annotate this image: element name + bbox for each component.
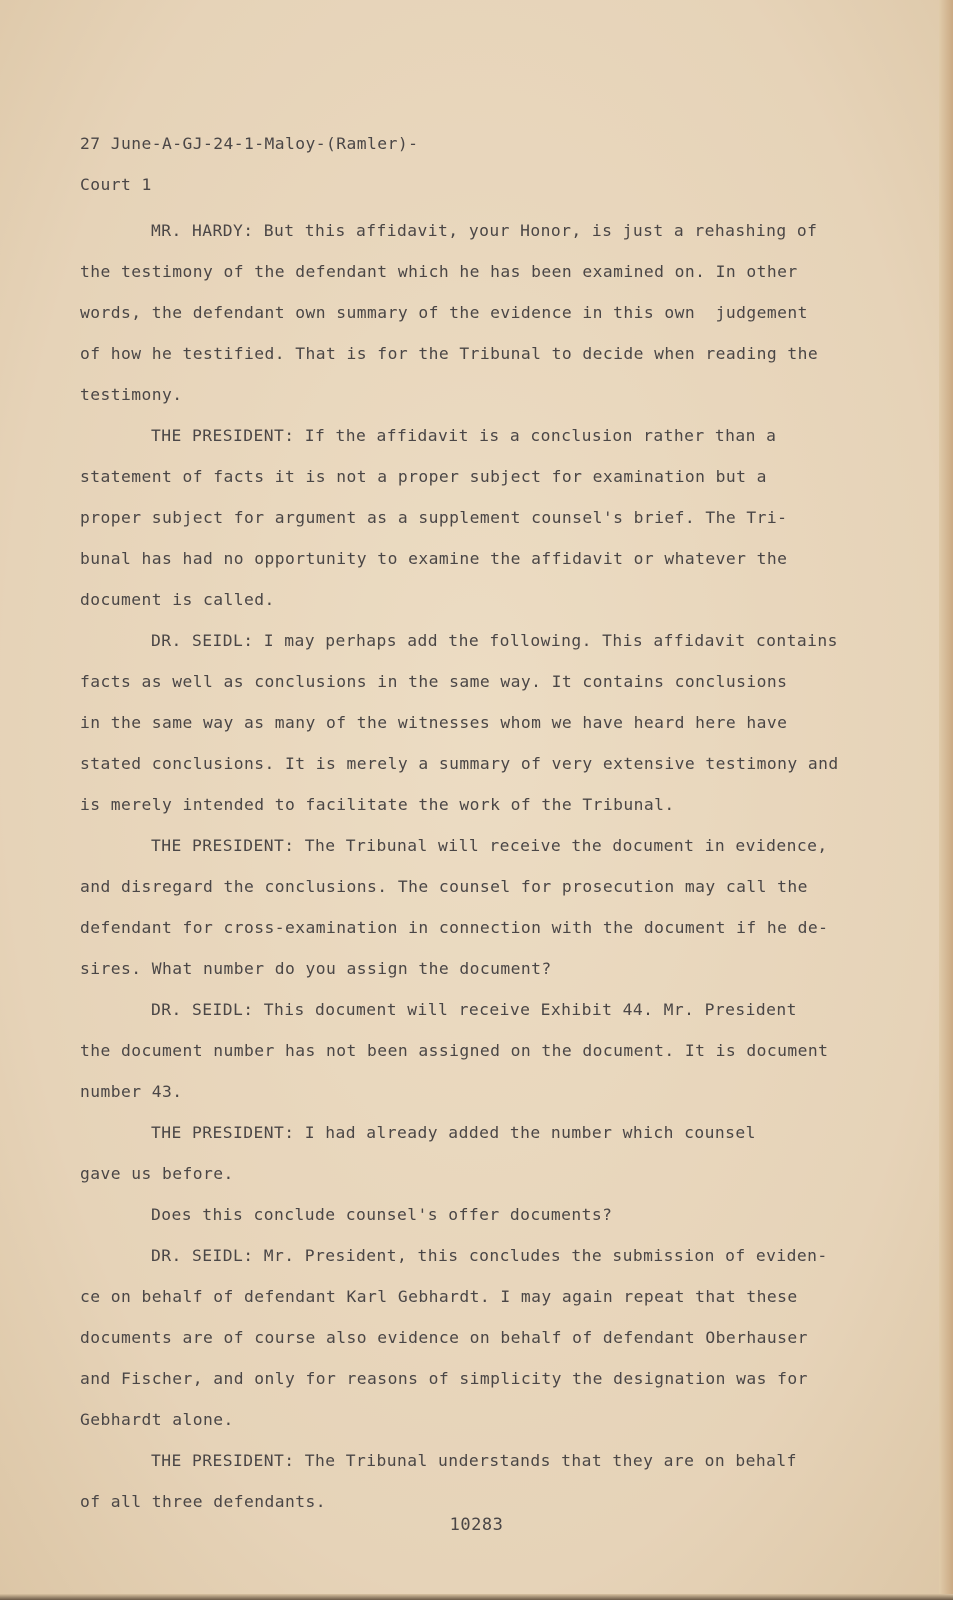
text-line: statement of facts it is not a proper subject for examination but a [80, 467, 767, 486]
text-line: DR. SEIDL: I may perhaps add the following. This affidavit contains [151, 631, 838, 650]
text-line: MR. HARDY: But this affidavit, your Honor, is just a rehashing of [151, 221, 818, 240]
paper-edge-bottom [0, 1594, 953, 1600]
document-body [80, 123, 840, 1522]
text-line: the document number has not been assigned on the document. It is document [80, 1041, 829, 1060]
text-line: THE PRESIDENT: I had already added the number which counsel [151, 1123, 756, 1142]
text-line: documents are of course also evidence on behalf of defendant Oberhauser [80, 1328, 808, 1347]
text-line: is merely intended to facilitate the work of the Tribunal. [80, 795, 675, 814]
text-line: and Fischer, and only for reasons of simplicity the designation was for [80, 1369, 808, 1388]
page-number: 10283 [449, 1515, 504, 1535]
text-line: THE PRESIDENT: If the affidavit is a conclusion rather than a [151, 426, 777, 445]
text-line: stated conclusions. It is merely a summary of very extensive testimony and [80, 754, 839, 773]
text-line: THE PRESIDENT: The Tribunal will receive the document in evidence, [151, 836, 828, 855]
text-line: DR. SEIDL: Mr. President, this concludes the submission of eviden- [151, 1246, 828, 1265]
text-line: document is called. [80, 590, 275, 609]
paper-edge-right [939, 0, 953, 1600]
text-line: gave us before. [80, 1164, 234, 1183]
text-line: ce on behalf of defendant Karl Gebhardt. I may again repeat that these [80, 1287, 798, 1306]
text-line: sires. What number do you assign the document? [80, 959, 552, 978]
header-line-1: 27 June-A-GJ-24-1-Maloy-(Ramler)- [80, 134, 419, 153]
text-line: proper subject for argument as a supplement counsel's brief. The Tri- [80, 508, 788, 527]
text-line: Does this conclude counsel's offer documents? [151, 1205, 613, 1224]
text-line: facts as well as conclusions in the same way. It contains conclusions [80, 672, 788, 691]
text-line: THE PRESIDENT: The Tribunal understands that they are on behalf [151, 1451, 797, 1470]
text-line: in the same way as many of the witnesses whom we have heard here have [80, 713, 788, 732]
text-line: Gebhardt alone. [80, 1410, 234, 1429]
text-line: number 43. [80, 1082, 183, 1101]
text-line: words, the defendant own summary of the evidence in this own judgement [80, 303, 808, 322]
text-line: the testimony of the defendant which he has been examined on. In other [80, 262, 798, 281]
text-line: defendant for cross-examination in connection with the document if he de- [80, 918, 829, 937]
text-line: of how he testified. That is for the Tribunal to decide when reading the [80, 344, 819, 363]
text-line: testimony. [80, 385, 183, 404]
header-line-2: Court 1 [80, 175, 152, 194]
text-line: of all three defendants. [80, 1492, 327, 1511]
text-line: bunal has had no opportunity to examine the affidavit or whatever the [80, 549, 788, 568]
text-line: and disregard the conclusions. The counsel for prosecution may call the [80, 877, 808, 896]
text-line: DR. SEIDL: This document will receive Exhibit 44. Mr. President [151, 1000, 797, 1019]
